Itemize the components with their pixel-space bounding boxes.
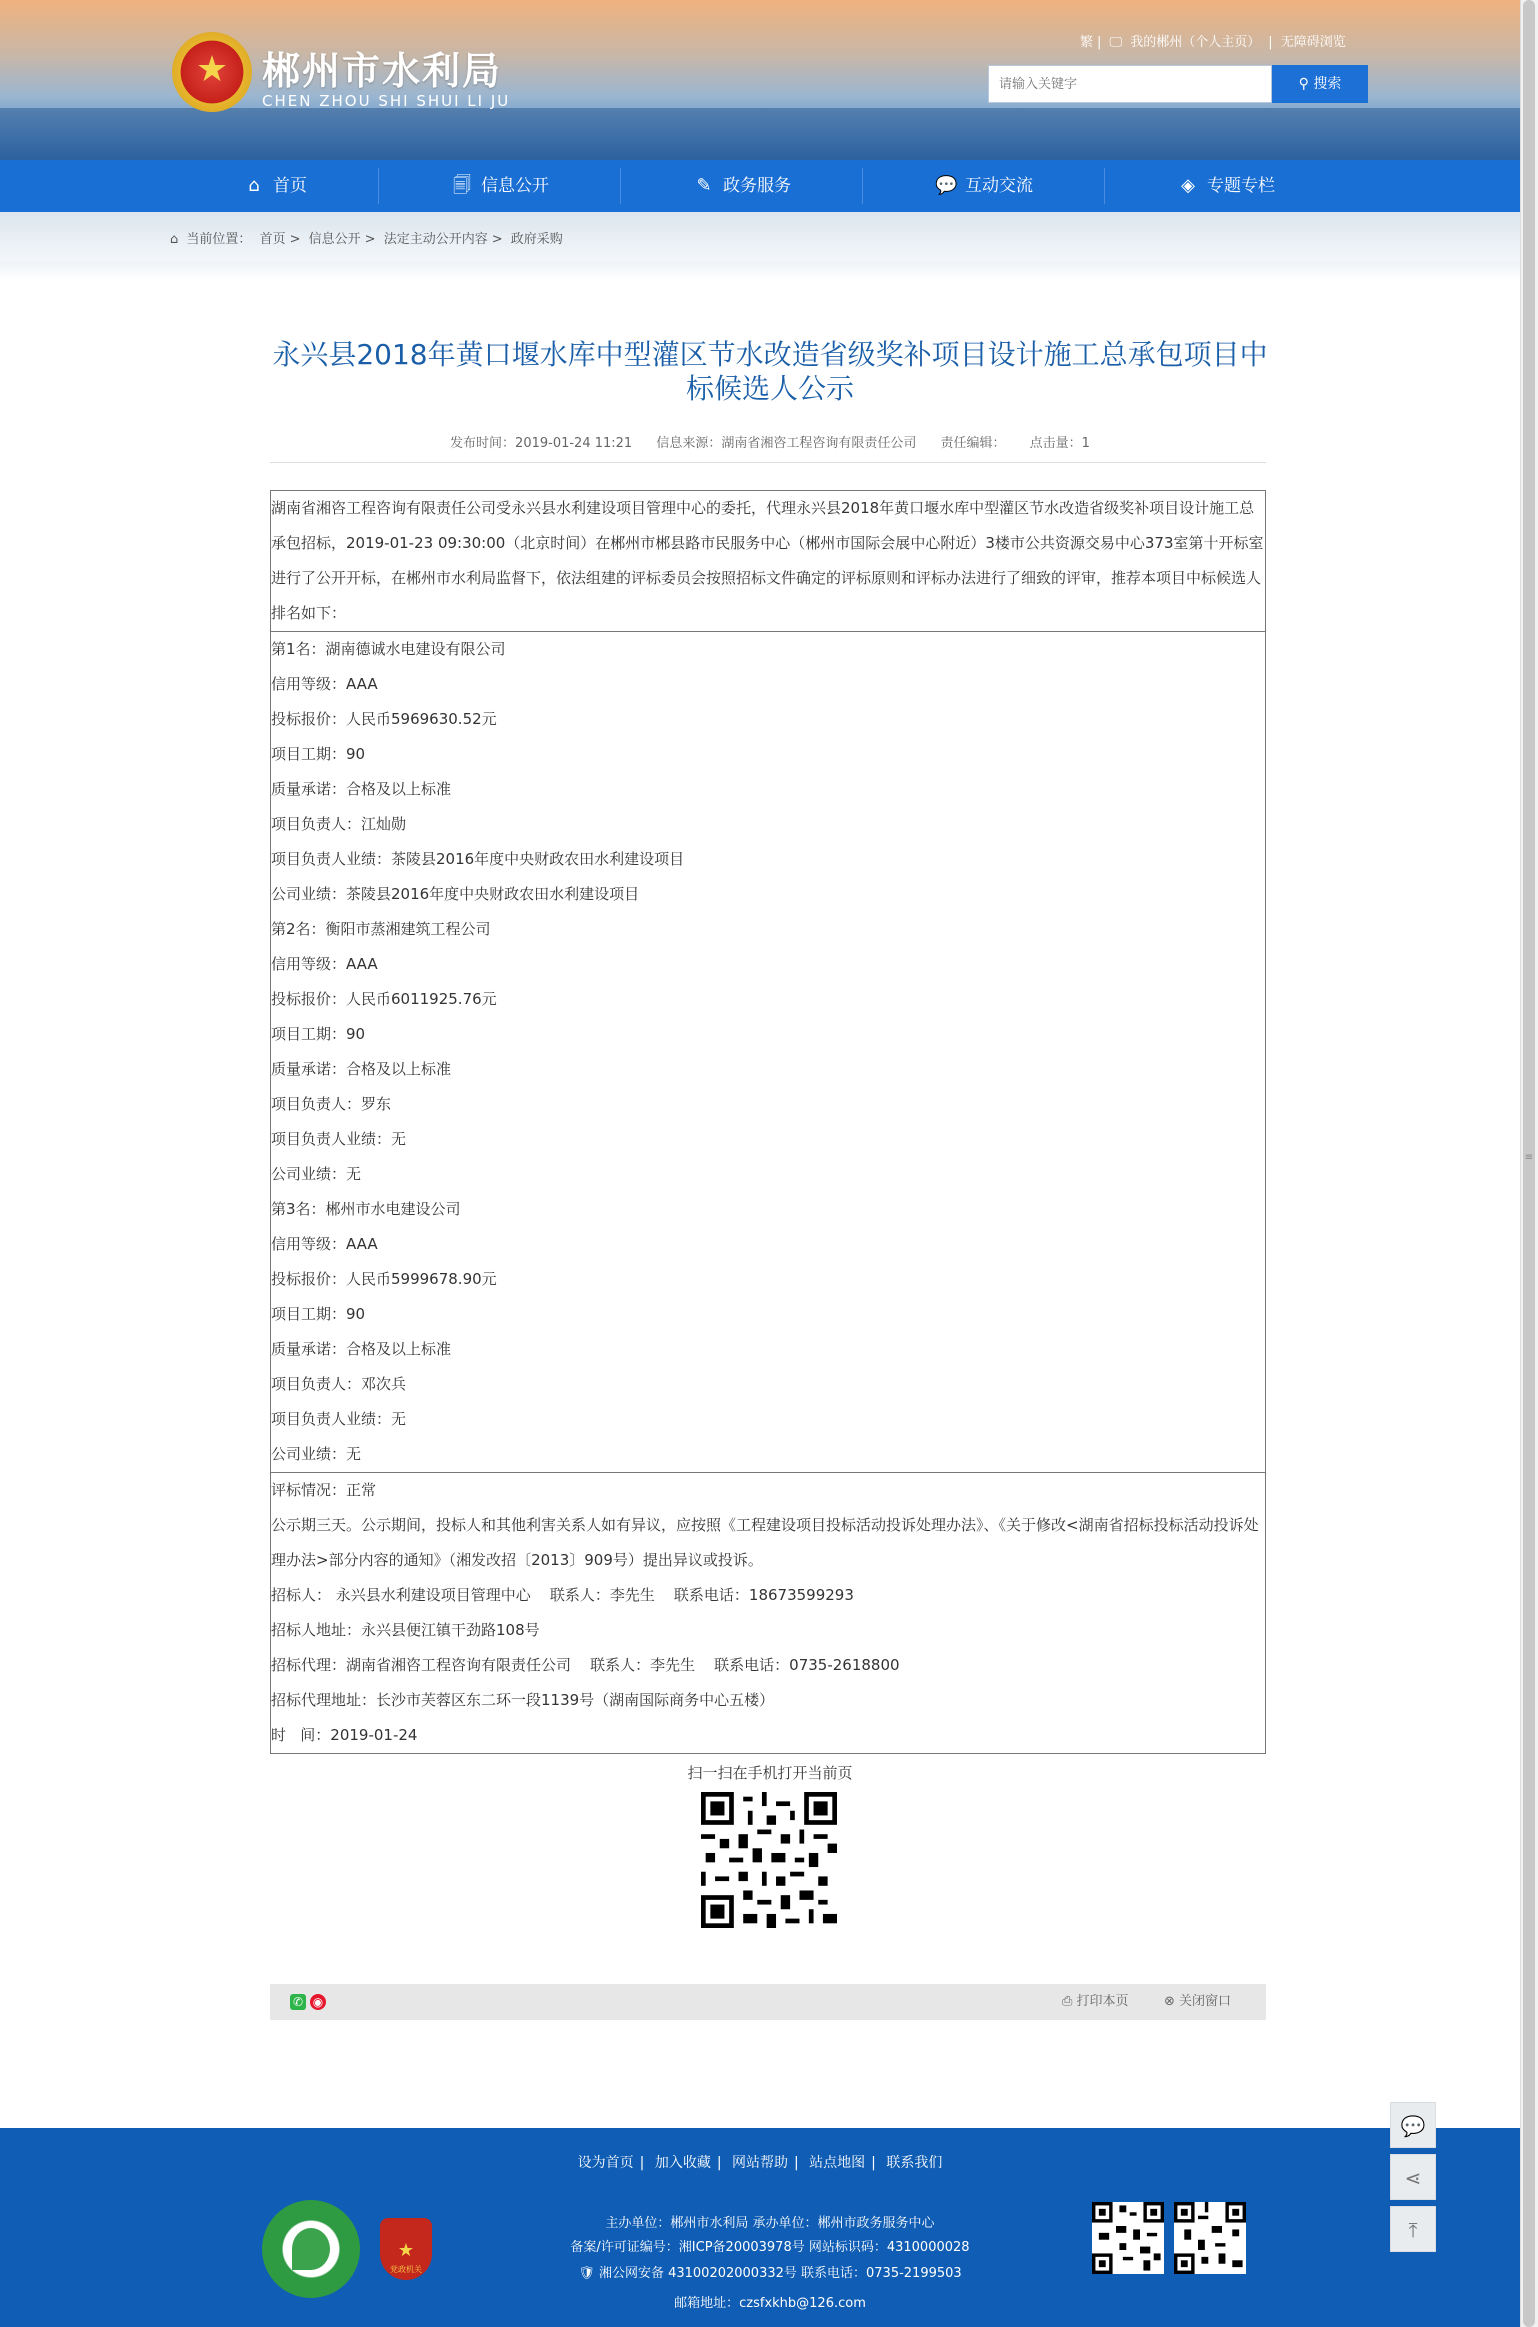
article-source: 信息来源：湖南省湘咨工程咨询有限责任公司 bbox=[656, 436, 917, 451]
footer-link-contact[interactable]: 联系我们 bbox=[886, 2155, 943, 2171]
chat-icon: 💬 bbox=[935, 175, 958, 196]
home-icon: ⌂ bbox=[248, 175, 260, 196]
breadcrumb-info[interactable]: 信息公开 bbox=[308, 232, 361, 247]
candidate-line: 项目负责人：江灿勋 bbox=[271, 815, 407, 833]
candidate-line: 项目负责人：邓次兵 bbox=[271, 1375, 407, 1393]
breadcrumb-prefix: 当前位置： bbox=[186, 232, 252, 247]
candidate-line: 项目工期：90 bbox=[271, 745, 366, 763]
scrollbar-grip-icon: ≡ bbox=[1524, 1152, 1534, 1163]
article-title: 永兴县2018年黄口堰水库中型灌区节水改造省级奖补项目设计施工总承包项目中标候选人公示 bbox=[272, 338, 1268, 405]
top-links: 繁 | 🖵 我的郴州（个人主页） | 无障碍浏览 bbox=[1080, 35, 1346, 50]
footer bbox=[0, 2128, 1520, 2327]
footer-link-sitemap[interactable]: 站点地图 bbox=[809, 2155, 866, 2171]
footer-links: 设为首页 | 加入收藏 | 网站帮助 | 站点地图 | 联系我们 bbox=[577, 2155, 943, 2171]
page-qr-code bbox=[701, 1792, 837, 1928]
share-icon: ⋖ bbox=[1404, 2166, 1422, 2190]
candidate-line: 公司业绩：无 bbox=[271, 1445, 362, 1463]
civilization-badge-icon[interactable] bbox=[262, 2200, 360, 2298]
article-meta bbox=[270, 432, 1270, 451]
footer-police bbox=[470, 2262, 1070, 2281]
home-icon: ⌂ bbox=[170, 232, 179, 247]
back-to-top-button[interactable] bbox=[1390, 2206, 1436, 2252]
nav-item-label: 首页 bbox=[273, 176, 307, 196]
search-input[interactable] bbox=[988, 65, 1272, 103]
closing-line: 评标情况：正常 bbox=[271, 1481, 377, 1499]
party-gov-badge-text: 党政机关 bbox=[390, 2265, 422, 2274]
share-float-button[interactable] bbox=[1390, 2154, 1436, 2200]
nav-item-label: 政务服务 bbox=[723, 176, 791, 196]
weibo-icon[interactable]: ◉ bbox=[310, 1994, 326, 2010]
nav-divider bbox=[378, 168, 379, 204]
nav-item-label: 信息公开 bbox=[481, 176, 549, 196]
wechat-float-button[interactable] bbox=[1390, 2102, 1436, 2148]
intro-cell bbox=[271, 491, 1265, 632]
close-window-button[interactable] bbox=[1164, 1984, 1231, 2020]
site-name[interactable]: 郴州市水利局 bbox=[262, 49, 503, 93]
scrollbar-thumb[interactable] bbox=[1523, 0, 1535, 2327]
candidate-line: 项目负责人业绩：无 bbox=[271, 1410, 407, 1428]
footer-link-sethome[interactable]: 设为首页 bbox=[577, 2155, 634, 2171]
print-button[interactable] bbox=[1062, 1984, 1129, 2020]
edit-icon: ✎ bbox=[696, 175, 712, 196]
close-icon: ⊗ bbox=[1164, 1994, 1175, 2009]
printer-icon: ⎙ bbox=[1062, 1994, 1073, 2009]
header-mountains bbox=[0, 108, 1520, 160]
candidate-line: 信用等级：AAA bbox=[271, 955, 378, 973]
footer-police-text: 湘公网安备 43100202000332号 联系电话：0735-2199503 bbox=[598, 2266, 962, 2281]
candidate-line: 质量承诺：合格及以上标准 bbox=[271, 780, 452, 798]
article-hits: 点击量：1 bbox=[1029, 436, 1090, 451]
footer-link-help[interactable]: 网站帮助 bbox=[732, 2155, 788, 2171]
main-nav bbox=[0, 160, 1520, 212]
qr-caption: 扫一扫在手机打开当前页 bbox=[687, 1764, 853, 1782]
candidate-line: 项目负责人业绩：茶陵县2016年度中央财政农田水利建设项目 bbox=[271, 850, 685, 868]
breadcrumb-separator: > bbox=[289, 232, 301, 247]
footer-sponsor: 主办单位：郴州市水利局 承办单位：郴州市政务服务中心 bbox=[605, 2216, 935, 2231]
search-button[interactable] bbox=[1272, 65, 1368, 103]
nav-item-label: 互动交流 bbox=[965, 176, 1033, 196]
layers-icon: ◈ bbox=[1181, 175, 1195, 196]
candidate-line: 信用等级：AAA bbox=[271, 675, 378, 693]
party-gov-badge-icon[interactable]: ★ 党政机关 bbox=[380, 2218, 432, 2280]
footer-qr-wechat bbox=[1092, 2202, 1164, 2274]
nav-divider bbox=[620, 168, 621, 204]
footer-email: 邮箱地址：czsfxkhb@126.com bbox=[674, 2296, 866, 2311]
closing-line: 招标代理地址：长沙市芙蓉区东二环一段1139号（湖南国际商务中心五楼） bbox=[271, 1691, 775, 1709]
closing-line: 招标人： 永兴县水利建设项目管理中心 联系人：李先生 联系电话：18673599293 bbox=[271, 1586, 854, 1604]
candidate-line: 公司业绩：无 bbox=[271, 1165, 362, 1183]
candidate-line: 投标报价：人民币5999678.90元 bbox=[271, 1270, 497, 1288]
search-icon: ⚲ bbox=[1298, 76, 1309, 92]
candidate-line: 信用等级：AAA bbox=[271, 1235, 378, 1253]
site-pinyin: CHEN ZHOU SHI SHUI LI JU bbox=[262, 92, 511, 110]
nav-item-topics[interactable] bbox=[1106, 160, 1346, 212]
nav-item-services[interactable] bbox=[622, 160, 862, 212]
national-emblem-icon: ★ bbox=[172, 32, 252, 112]
wechat-icon[interactable]: ✆ bbox=[290, 1994, 306, 2010]
nav-item-interaction[interactable] bbox=[864, 160, 1104, 212]
divider bbox=[270, 462, 1266, 463]
breadcrumb-separator: > bbox=[491, 232, 503, 247]
candidate-line: 质量承诺：合格及以上标准 bbox=[271, 1060, 452, 1078]
candidate-line: 投标报价：人民币6011925.76元 bbox=[271, 990, 497, 1008]
breadcrumb-disclosure[interactable]: 法定主动公开内容 bbox=[383, 232, 488, 247]
print-label: 打印本页 bbox=[1076, 1994, 1129, 2009]
close-label: 关闭窗口 bbox=[1179, 1994, 1232, 2009]
breadcrumb-home[interactable]: 首页 bbox=[259, 232, 286, 247]
my-homepage-label: 我的郴州（个人主页） bbox=[1130, 35, 1261, 50]
article-editor: 责任编辑： bbox=[940, 436, 1006, 451]
intro-text: 湖南省湘咨工程咨询有限责任公司受永兴县水利建设项目管理中心的委托，代理永兴县2018年黄口堰水库中型灌区节水改造省级奖补项目设计施工总承包招标，2019-01-23 09:30:00（北京时间）在郴州市郴县路市民服务中心（郴州市国际会展中心附近）3楼市公共资源交易中心373室第十开标室进行了公开开标，在郴州市水利局监督下，依法组建的评标委员会按照招标文件确定的评标原则和评标办法进行了细致的评审，推荐本项目中标候选人排名如下： bbox=[271, 499, 1264, 622]
candidate-line: 第3名：郴州市水电建设公司 bbox=[271, 1200, 461, 1218]
breadcrumb-procurement[interactable]: 政府采购 bbox=[510, 232, 563, 247]
police-badge-icon: 🛡 bbox=[578, 2266, 595, 2281]
candidate-line: 项目负责人业绩：无 bbox=[271, 1130, 407, 1148]
candidate-line: 投标报价：人民币5969630.52元 bbox=[271, 710, 497, 728]
candidate-line: 质量承诺：合格及以上标准 bbox=[271, 1340, 452, 1358]
candidate-line: 项目工期：90 bbox=[271, 1025, 366, 1043]
candidate-line: 公司业绩：茶陵县2016年度中央财政农田水利建设项目 bbox=[271, 885, 640, 903]
nav-item-home[interactable] bbox=[170, 160, 380, 212]
footer-qr-app bbox=[1174, 2202, 1246, 2274]
candidate-line: 项目负责人：罗东 bbox=[271, 1095, 392, 1113]
closing-cell bbox=[271, 1473, 1265, 1753]
arrow-up-icon: ⤒ bbox=[1408, 2218, 1418, 2242]
traditional-chinese-link[interactable]: 繁 bbox=[1080, 35, 1094, 50]
my-homepage-link[interactable]: 🖵 我的郴州（个人主页） bbox=[1109, 35, 1261, 50]
candidate-line: 项目工期：90 bbox=[271, 1305, 366, 1323]
publish-time: 发布时间：2019-01-24 11:21 bbox=[450, 436, 633, 451]
content-fade bbox=[0, 262, 1520, 280]
wechat-icon: 💬 bbox=[1400, 2114, 1426, 2138]
footer-link-bookmark[interactable]: 加入收藏 bbox=[654, 2155, 711, 2171]
accessibility-link[interactable]: 无障碍浏览 bbox=[1280, 35, 1346, 50]
closing-line: 招标人地址：永兴县便江镇干劲路108号 bbox=[271, 1621, 540, 1639]
candidate-line: 第2名：衡阳市蒸湘建筑工程公司 bbox=[271, 920, 491, 938]
nav-item-label: 专题专栏 bbox=[1207, 176, 1275, 196]
document-icon: 🗐 bbox=[453, 175, 471, 196]
closing-line: 时 间：2019-01-24 bbox=[271, 1726, 418, 1744]
breadcrumb-separator: > bbox=[364, 232, 376, 247]
share-bar bbox=[270, 1984, 1266, 2020]
candidate-line: 第1名：湖南德诚水电建设有限公司 bbox=[271, 640, 506, 658]
breadcrumb bbox=[170, 228, 567, 247]
footer-icp: 备案/许可证编号：湘ICP备20003978号 网站标识码：4310000028 bbox=[570, 2240, 970, 2255]
search-button-label: 搜索 bbox=[1313, 76, 1342, 92]
nav-divider bbox=[1104, 168, 1105, 204]
candidates-cell bbox=[271, 632, 1265, 1473]
nav-item-info[interactable] bbox=[380, 160, 620, 212]
closing-line: 公示期三天。公示期间，投标人和其他利害关系人如有异议，应按照《工程建设项目投标活动投诉处理办法》、《关于修改<湖南省招标投标活动投诉处理办法>部分内容的通知》（湘发改招〔2013〕909号）提出异议或投诉。 bbox=[271, 1516, 1259, 1569]
closing-line: 招标代理：湖南省湘咨工程咨询有限责任公司 联系人：李先生 联系电话：0735-2618800 bbox=[271, 1656, 900, 1674]
nav-divider bbox=[862, 168, 863, 204]
article-table bbox=[270, 490, 1266, 1754]
